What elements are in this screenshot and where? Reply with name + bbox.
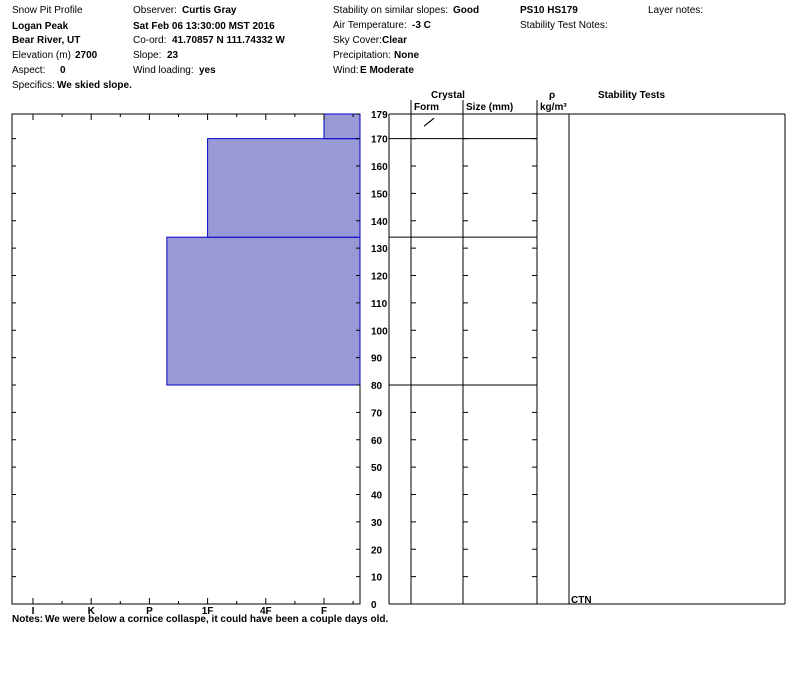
y-tick-label: 140: [371, 216, 388, 228]
y-tick-label: 50: [371, 463, 383, 475]
y-tick-label: 150: [371, 189, 388, 201]
x-tick-label: I: [31, 606, 35, 617]
location-name: Logan Peak: [12, 21, 69, 32]
wind-label: Wind:: [333, 65, 359, 76]
observation-datetime: Sat Feb 06 13:30:00 MST 2016: [133, 21, 275, 32]
y-tick-label: 120: [371, 271, 388, 283]
y-tick-label: 130: [371, 244, 388, 256]
y-tick-label: 100: [371, 326, 388, 338]
notes-label: Notes:: [12, 614, 44, 625]
hardness-bar: [167, 237, 360, 385]
slope-label: Slope:: [133, 50, 162, 61]
specifics-label: Specifics:: [12, 80, 55, 91]
wind-loading-label: Wind loading:: [133, 65, 194, 76]
y-tick-label: 30: [371, 517, 383, 529]
sky-cover-value: Clear: [382, 35, 408, 46]
wind-loading-value: yes: [199, 65, 216, 76]
y-tick-label: 10: [371, 572, 383, 584]
stability-test-notes-label: Stability Test Notes:: [520, 20, 608, 31]
coord-value: 41.70857 N 111.74332 W: [172, 35, 285, 46]
y-tick-label: 90: [371, 353, 383, 365]
sky-cover-label: Sky Cover:: [333, 35, 382, 46]
x-tick-label: 1F: [201, 606, 214, 617]
rho-column-header: ρ: [549, 90, 556, 101]
crystal-column-header: Crystal: [431, 90, 465, 101]
y-tick-label: 70: [371, 408, 383, 420]
hardness-bar: [324, 114, 360, 139]
air-temp-label: Air Temperature:: [333, 20, 407, 31]
y-tick-label: 179: [371, 110, 388, 121]
y-tick-label: 20: [371, 545, 383, 557]
size-column-header: Size (mm): [466, 102, 514, 113]
specifics-value: We skied slope.: [57, 80, 132, 91]
x-tick-label: 4F: [259, 606, 272, 617]
layer-notes-label: Layer notes:: [648, 5, 704, 16]
x-tick-label: F: [320, 606, 328, 617]
observer-value: Curtis Gray: [182, 5, 237, 16]
aspect-value: 0: [60, 65, 66, 76]
stability-value: Good: [453, 5, 480, 16]
stability-tests-header: Stability Tests: [598, 90, 666, 101]
elevation-label: Elevation (m): [12, 50, 71, 61]
precipitation-label: Precipitation:: [333, 50, 391, 61]
y-tick-label: 0: [371, 600, 377, 611]
y-tick-label: 60: [371, 435, 383, 447]
ps-hs-value: PS10 HS179: [520, 5, 578, 16]
page-title: Snow Pit Profile: [12, 5, 83, 16]
precipitation-value: None: [394, 50, 419, 61]
hardness-bar: [208, 139, 360, 238]
notes-text: We were below a cornice collaspe, it could have been a couple days old.: [45, 614, 389, 625]
y-tick-label: 170: [371, 134, 388, 146]
x-tick-label: P: [146, 606, 153, 617]
density-unit-header: kg/m³: [540, 102, 567, 113]
wind-value: E Moderate: [360, 65, 414, 76]
stability-test-label: CTN: [571, 595, 592, 606]
air-temp-value: -3 C: [412, 20, 431, 31]
region-name: Bear River, UT: [12, 35, 81, 46]
aspect-label: Aspect:: [12, 65, 46, 76]
x-tick-label: K: [87, 606, 95, 617]
y-tick-label: 40: [371, 490, 383, 502]
elevation-value: 2700: [75, 50, 98, 61]
y-tick-label: 160: [371, 162, 388, 174]
y-tick-label: 80: [371, 381, 383, 393]
slope-value: 23: [167, 50, 179, 61]
observer-label: Observer:: [133, 5, 177, 16]
form-column-header: Form: [414, 102, 439, 113]
crystal-form-mark: [424, 118, 434, 126]
y-tick-label: 110: [371, 298, 388, 310]
coord-label: Co-ord:: [133, 35, 167, 46]
stability-label: Stability on similar slopes:: [333, 5, 449, 16]
